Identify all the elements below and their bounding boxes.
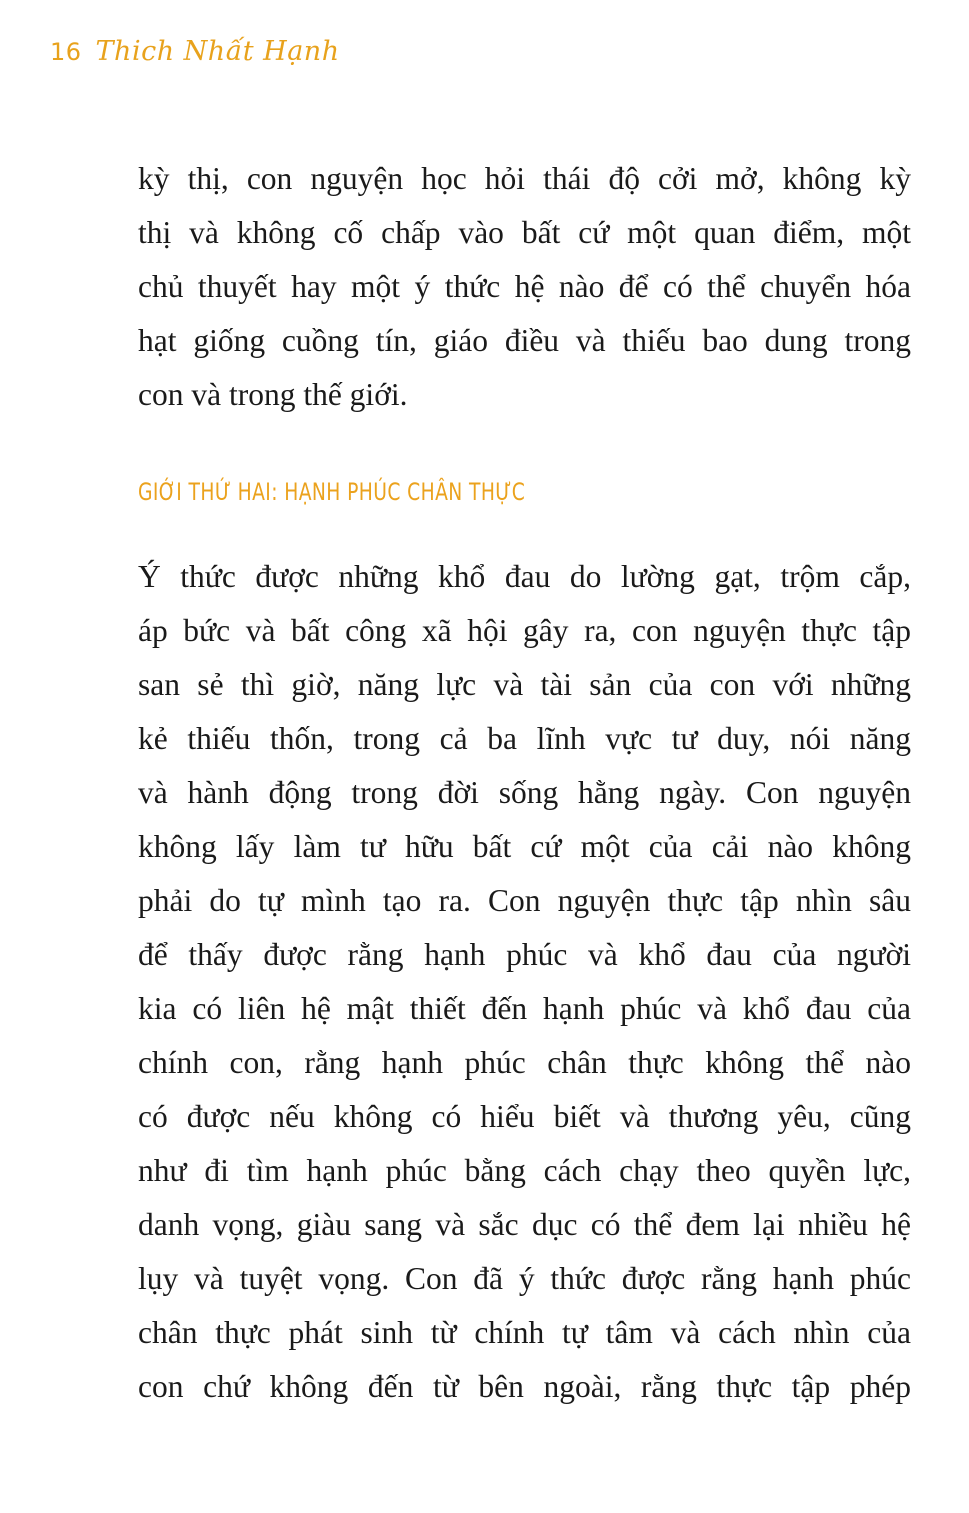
section-heading: GIỚI THỨ HAI: HẠNH PHÚC CHÂN THỰC <box>138 478 526 506</box>
text-line: con chứ không đến từ bên ngoài, rằng thực tập phép <box>138 1369 911 1404</box>
paragraph-body <box>138 550 911 1414</box>
text-line: áp bức và bất công xã hội gây ra, con nguyện thực tập <box>138 613 911 648</box>
text-line: kẻ thiếu thốn, trong cả ba lĩnh vực tư duy, nói năng <box>138 721 911 756</box>
text-line: kỳ thị, con nguyện học hỏi thái độ cởi mở, không kỳ <box>138 161 911 196</box>
text-line: chính con, rằng hạnh phúc chân thực không thể nào <box>138 1045 911 1080</box>
page-number: 16 <box>50 38 82 66</box>
text-line: chủ thuyết hay một ý thức hệ nào để có thể chuyển hóa <box>138 269 911 304</box>
text-line: thị và không cố chấp vào bất cứ một quan điểm, một <box>138 215 911 250</box>
text-line: san sẻ thì giờ, năng lực và tài sản của con với những <box>138 667 911 702</box>
running-header <box>50 36 340 67</box>
text-line: kia có liên hệ mật thiết đến hạnh phúc và khổ đau của <box>138 991 911 1026</box>
text-line: và hành động trong đời sống hằng ngày. Con nguyện <box>138 775 911 810</box>
text-line: danh vọng, giàu sang và sắc dục có thể đem lại nhiều hệ <box>138 1207 911 1242</box>
text-line: chân thực phát sinh từ chính tự tâm và cách nhìn của <box>138 1315 911 1350</box>
text-line: như đi tìm hạnh phúc bằng cách chạy theo quyền lực, <box>138 1153 911 1188</box>
text-line: phải do tự mình tạo ra. Con nguyện thực tập nhìn sâu <box>138 883 911 918</box>
paragraph-continuation <box>138 152 911 422</box>
text-line: lụy và tuyệt vọng. Con đã ý thức được rằng hạnh phúc <box>138 1261 911 1296</box>
text-line: không lấy làm tư hữu bất cứ một của cải nào không <box>138 829 911 864</box>
text-line: hạt giống cuồng tín, giáo điều và thiếu bao dung trong <box>138 323 911 358</box>
text-line: để thấy được rằng hạnh phúc và khổ đau của người <box>138 937 911 972</box>
text-line: Ý thức được những khổ đau do lường gạt, trộm cắp, <box>138 559 911 594</box>
text-line: có được nếu không có hiểu biết và thương yêu, cũng <box>138 1099 911 1134</box>
text-line: con và trong thế giới. <box>138 377 408 412</box>
running-header-author: Thich Nhất Hạnh <box>95 36 340 67</box>
